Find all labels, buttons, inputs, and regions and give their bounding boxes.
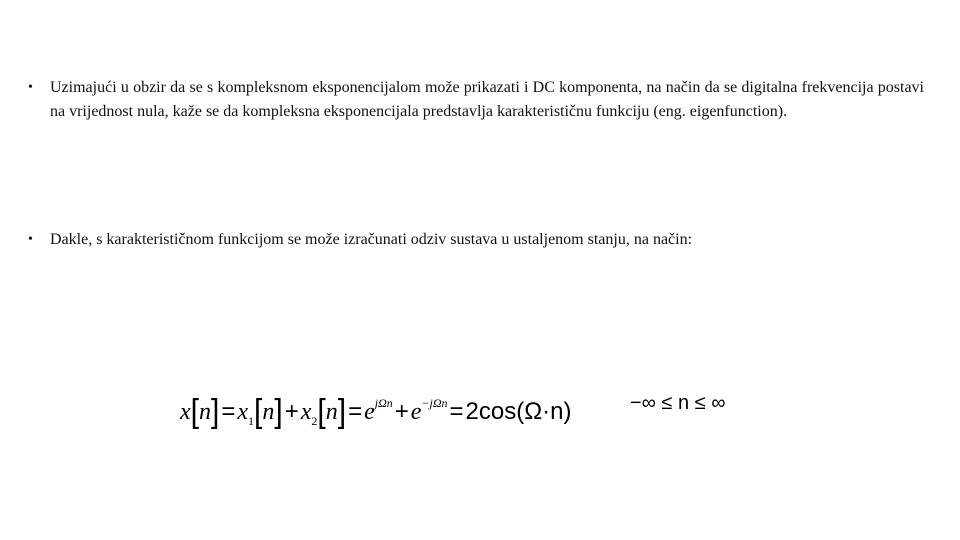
eq-plus: + xyxy=(284,398,299,425)
eq-n: n xyxy=(325,399,338,425)
bullet-marker: • xyxy=(28,80,33,95)
eq-bracket: [ xyxy=(317,393,326,430)
eq-n: n xyxy=(199,399,211,425)
eq-e2: e xyxy=(410,399,422,425)
eq-x1: x xyxy=(237,399,249,425)
eq-result: 2cos(Ω·n) xyxy=(465,398,572,425)
eq-exp1: jΩn xyxy=(374,396,393,410)
equation xyxy=(180,383,572,430)
eq-bracket: ] xyxy=(337,393,347,430)
eq-plus: + xyxy=(394,398,409,425)
bullet-text: Dakle, s karakterističnom funkcijom se može izračunati odziv sustava u ustaljenom stanju, na način: xyxy=(50,231,693,248)
eq-x2: x xyxy=(300,399,312,425)
bullet-item-steady-state xyxy=(28,228,924,252)
bullet-text: Uzimajući u obzir da se s kompleksnom eksponencijalom može prikazati i DC komponenta, na način da se digitalna frekvencija postavi na vrijednost nula, kaže se da kompleksna eksponencijala predstavlja karakterističnu funkciju (eng. eigenfunction). xyxy=(50,79,924,120)
bullet-marker: • xyxy=(28,232,33,247)
eq-bracket: ] xyxy=(274,393,283,430)
equation-range: −∞ ≤ n ≤ ∞ xyxy=(630,392,726,414)
eq-n: n xyxy=(262,399,275,425)
eq-sub1: 1 xyxy=(248,414,255,428)
eq-equals: = xyxy=(449,398,464,425)
eq-x: x xyxy=(180,399,191,425)
eq-e1: e xyxy=(364,399,375,425)
eq-bracket: ] xyxy=(211,393,220,430)
eq-exp2: −jΩn xyxy=(421,396,448,410)
bullet-item-eigenfunction xyxy=(28,76,924,124)
eq-bracket: [ xyxy=(254,393,263,430)
eq-bracket: [ xyxy=(190,393,199,430)
eq-equals: = xyxy=(348,398,363,425)
eq-sub2: 2 xyxy=(311,414,318,428)
eq-equals: = xyxy=(221,398,236,425)
